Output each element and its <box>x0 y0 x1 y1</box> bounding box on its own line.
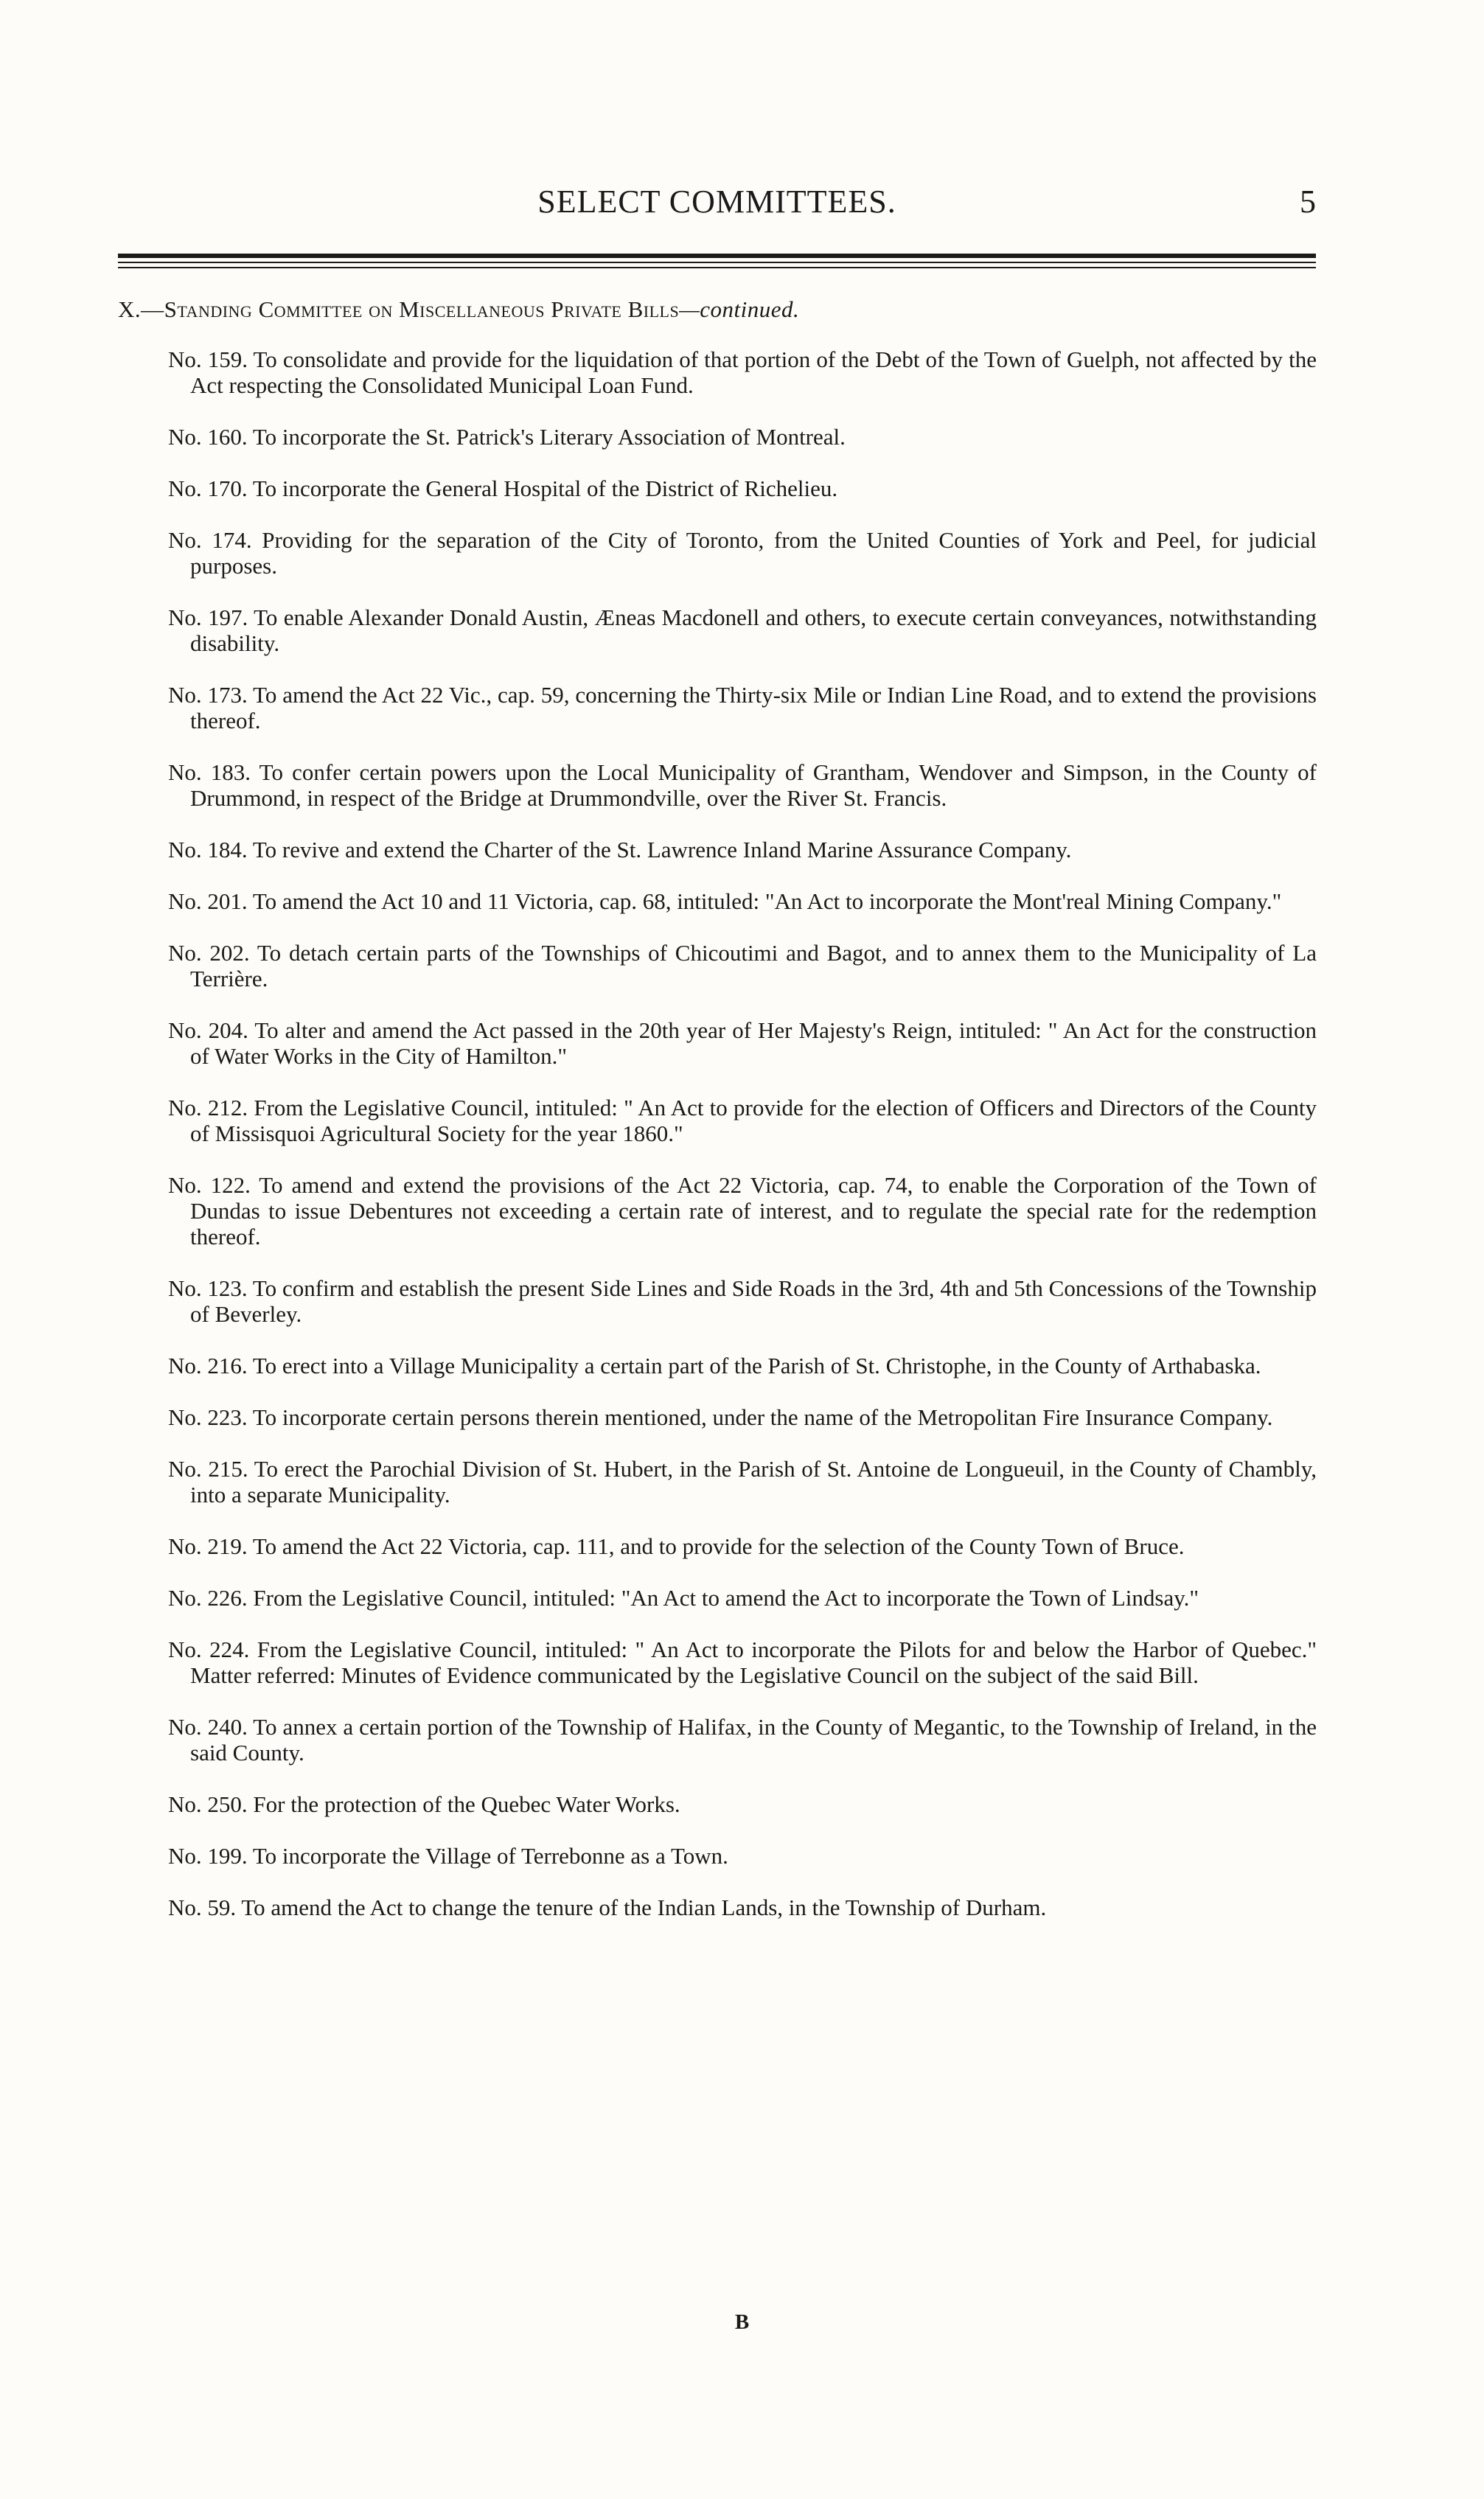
header-rule <box>118 267 1316 268</box>
bill-entry <box>168 1637 1317 1688</box>
bill-text: To incorporate the St. Patrick's Literary Association of Montreal. <box>252 424 846 450</box>
bill-number: No. 250. <box>168 1791 248 1817</box>
bill-text: To amend and extend the provisions of the Act 22 Victoria, cap. 74, to enable the Corporation of the Town of Dundas to issue Debentures not exceeding a certain rate of interest, and to regulate the special rate for the redemption thereof. <box>190 1172 1317 1250</box>
bill-entry <box>168 475 1317 501</box>
bill-number: No. 184. <box>168 837 248 862</box>
bill-number: No. 160. <box>168 424 248 450</box>
bill-text: To amend the Act 10 and 11 Victoria, cap. 68, intituled: "An Act to incorporate the Mont'real Mining Company." <box>252 888 1282 914</box>
bill-text: From the Legislative Council, intituled: "An Act to amend the Act to incorporate the Town of Lindsay." <box>253 1585 1199 1611</box>
bill-entry <box>168 604 1317 656</box>
bill-number: No. 173. <box>168 682 248 708</box>
bill-number: No. 224. <box>168 1637 250 1662</box>
bill-number: No. 212. <box>168 1095 248 1120</box>
bill-entry <box>168 1275 1317 1327</box>
bill-number: No. 183. <box>168 759 251 785</box>
bill-entry <box>168 837 1317 862</box>
bill-number: No. 122. <box>168 1172 251 1198</box>
section-heading-text: X.—Standing Committee on Miscellaneous Private Bills <box>118 296 680 322</box>
bill-entry <box>168 1533 1317 1559</box>
section-heading <box>118 296 1316 323</box>
bill-entry <box>168 1791 1317 1817</box>
bill-entry <box>168 424 1317 450</box>
bill-number: No. 223. <box>168 1404 248 1430</box>
bill-number: No. 240. <box>168 1714 248 1740</box>
section-continued: —continued. <box>679 296 800 322</box>
bill-text: To alter and amend the Act passed in the 20th year of Her Majesty's Reign, intituled: " An Act for the construction of Water Works in the City of Hamilton." <box>190 1017 1317 1069</box>
bill-entry <box>168 940 1317 991</box>
bill-entry <box>168 682 1317 733</box>
bill-text: To amend the Act to change the tenure of the Indian Lands, in the Township of Durham. <box>241 1895 1047 1920</box>
header-rule <box>118 254 1316 258</box>
bill-number: No. 159. <box>168 346 248 372</box>
bill-entry <box>168 1017 1317 1069</box>
bill-entry <box>168 1456 1317 1508</box>
page-title: SELECT COMMITTEES. <box>537 184 896 220</box>
bill-text: To revive and extend the Charter of the St. Lawrence Inland Marine Assurance Company. <box>252 837 1072 862</box>
bill-text: From the Legislative Council, intituled: " An Act to provide for the election of Officers and Directors of the County of Missisquoi Agricultural Society for the year 1860." <box>190 1095 1317 1146</box>
bill-number: No. 215. <box>168 1456 248 1482</box>
bill-entry <box>168 527 1317 579</box>
bill-entry <box>168 759 1317 811</box>
bill-entry <box>168 346 1317 398</box>
bill-number: No. 59. <box>168 1895 237 1920</box>
bill-text: Providing for the separation of the City of Toronto, from the United Counties of York and Peel, for judicial purposes. <box>190 527 1317 579</box>
bill-text: To incorporate the Village of Terrebonne as a Town. <box>252 1843 728 1869</box>
running-head <box>118 183 1316 227</box>
bill-list <box>168 346 1317 1946</box>
bill-entry <box>168 1895 1317 1920</box>
bill-number: No. 204. <box>168 1017 248 1043</box>
bill-text: To annex a certain portion of the Township of Halifax, in the County of Megantic, to the Township of Ireland, in the said County. <box>190 1714 1317 1766</box>
bill-text: To enable Alexander Donald Austin, Æneas Macdonell and others, to execute certain conveyances, notwithstanding disability. <box>190 604 1317 656</box>
bill-text: To amend the Act 22 Vic., cap. 59, concerning the Thirty-six Mile or Indian Line Road, and to extend the provisions thereof. <box>190 682 1317 733</box>
bill-number: No. 219. <box>168 1533 248 1559</box>
signature-mark: B <box>734 2310 750 2334</box>
bill-entry <box>168 1353 1317 1379</box>
bill-text: To erect the Parochial Division of St. Hubert, in the Parish of St. Antoine de Longueuil, in the County of Chambly, into a separate Municipality. <box>190 1456 1317 1508</box>
bill-text: To consolidate and provide for the liquidation of that portion of the Debt of the Town of Guelph, not affected by the Act respecting the Consolidated Municipal Loan Fund. <box>190 346 1317 398</box>
bill-text: To confer certain powers upon the Local Municipality of Grantham, Wendover and Simpson, in the County of Drummond, in respect of the Bridge at Drummondville, over the River St. Francis. <box>190 759 1317 811</box>
bill-number: No. 202. <box>168 940 250 966</box>
bill-number: No. 197. <box>168 604 248 630</box>
bill-number: No. 226. <box>168 1585 248 1611</box>
bill-text: To incorporate the General Hospital of the District of Richelieu. <box>252 475 838 501</box>
bill-entry <box>168 888 1317 914</box>
bill-entry <box>168 1714 1317 1766</box>
bill-text: For the protection of the Quebec Water Works. <box>253 1791 680 1817</box>
bill-text: To detach certain parts of the Townships of Chicoutimi and Bagot, and to annex them to the Municipality of La Terrière. <box>190 940 1317 991</box>
bill-number: No. 201. <box>168 888 248 914</box>
bill-number: No. 216. <box>168 1353 248 1379</box>
bill-number: No. 170. <box>168 475 248 501</box>
bill-entry <box>168 1404 1317 1430</box>
bill-text: To confirm and establish the present Side Lines and Side Roads in the 3rd, 4th and 5th Concessions of the Township of Beverley. <box>190 1275 1317 1327</box>
bill-entry <box>168 1585 1317 1611</box>
bill-entry <box>168 1843 1317 1869</box>
header-rule <box>118 262 1316 263</box>
bill-number: No. 174. <box>168 527 252 553</box>
page-number: 5 <box>1300 184 1316 220</box>
bill-text: From the Legislative Council, intituled: " An Act to incorporate the Pilots for and below the Harbor of Quebec." Matter referred: Minutes of Evidence communicated by the Legislative Council on the subject of the said Bill. <box>190 1637 1317 1688</box>
bill-text: To incorporate certain persons therein mentioned, under the name of the Metropolitan Fire Insurance Company. <box>252 1404 1273 1430</box>
bill-entry <box>168 1172 1317 1250</box>
bill-text: To amend the Act 22 Victoria, cap. 111, and to provide for the selection of the County Town of Bruce. <box>252 1533 1185 1559</box>
bill-number: No. 199. <box>168 1843 248 1869</box>
bill-number: No. 123. <box>168 1275 248 1301</box>
bill-text: To erect into a Village Municipality a certain part of the Parish of St. Christophe, in the County of Arthabaska. <box>252 1353 1261 1379</box>
bill-entry <box>168 1095 1317 1146</box>
